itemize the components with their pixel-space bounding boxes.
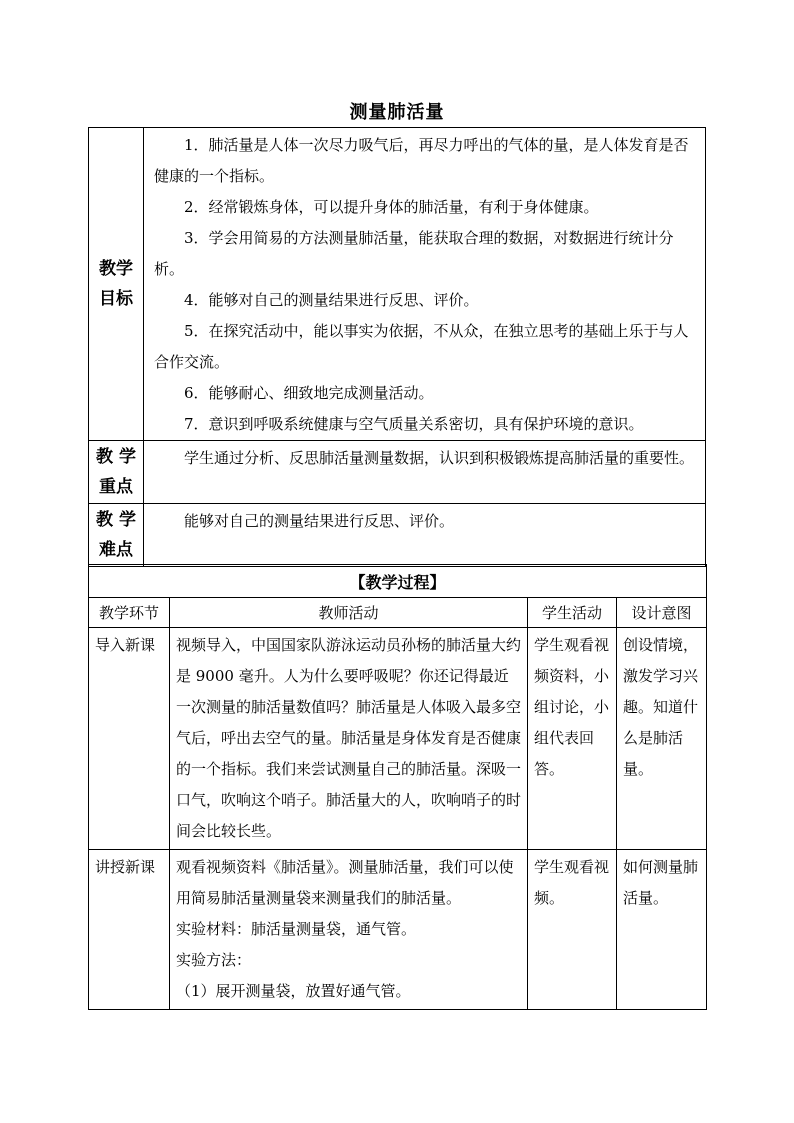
process-title: 【教学过程】 [89,565,707,598]
objective-item: 2．经常锻炼身体，可以提升身体的肺活量，有利于身体健康。 [184,198,599,216]
table-row [89,850,707,1010]
key-points-content: 学生通过分析、反思肺活量测量数据，认识到积极锻炼提高肺活量的重要性。 [144,441,706,504]
stage-cell: 导入新课 [89,628,170,850]
objective-item: 5．在探究活动中，能以事实为依据，不从众，在独立思考的基础上乐于与人合作交流。 [154,322,689,371]
header-teacher: 教师活动 [170,598,528,628]
objective-item: 3．学会用简易的方法测量肺活量，能获取合理的数据，对数据进行统计分析。 [154,229,674,278]
objective-item: 4．能够对自己的测量结果进行反思、评价。 [184,291,479,309]
intent-cell: 创设情境，激发学习兴趣。知道什么是肺活量。 [617,628,707,850]
table-row [89,628,707,850]
student-cell: 学生观看视频资料，小组讨论，小组代表回答。 [528,628,617,850]
process-header-row [89,598,707,628]
intent-cell: 如何测量肺活量。 [617,850,707,1010]
objective-item: 1．肺活量是人体一次尽力吸气后，再尽力呼出的气体的量，是人体发育是否健康的一个指标。 [154,136,689,185]
objective-item: 7．意识到呼吸系统健康与空气质量关系密切，具有保护环境的意识。 [184,415,644,433]
objectives-content [144,128,706,441]
teacher-cell: 视频导入，中国国家队游泳运动员孙杨的肺活量大约是 9000 毫升。人为什么要呼吸呢？你还记得最近一次测量的肺活量数值吗？肺活量是人体吸入最多空气后，呼出去空气的量。肺活量是身体发育是否健康的一个指标。我们来尝试测量自己的肺活量。深吸一口气，吹响这个哨子。肺活量大的人，吹响哨子的时间会比较长些。 [170,628,528,850]
difficulties-row [89,504,706,567]
header-student: 学生活动 [528,598,617,628]
teacher-cell: 观看视频资料《肺活量》。测量肺活量，我们可以使用简易肺活量测量袋来测量我们的肺活量。 实验材料：肺活量测量袋，通气管。 实验方法： （1）展开测量袋，放置好通气管。 [170,850,528,1010]
objectives-table [88,127,706,567]
process-table [88,564,707,1010]
page-title: 测量肺活量 [349,102,445,123]
key-points-label: 教 学 重点 [89,441,144,504]
difficulties-content: 能够对自己的测量结果进行反思、评价。 [144,504,706,567]
difficulties-label: 教 学 难点 [89,504,144,567]
stage-cell: 讲授新课 [89,850,170,1010]
key-points-row [89,441,706,504]
objectives-row [89,128,706,441]
header-intent: 设计意图 [617,598,707,628]
objective-item: 6．能够耐心、细致地完成测量活动。 [184,384,434,402]
objectives-label: 教学 目标 [89,128,144,441]
header-stage: 教学环节 [89,598,170,628]
student-cell: 学生观看视频。 [528,850,617,1010]
